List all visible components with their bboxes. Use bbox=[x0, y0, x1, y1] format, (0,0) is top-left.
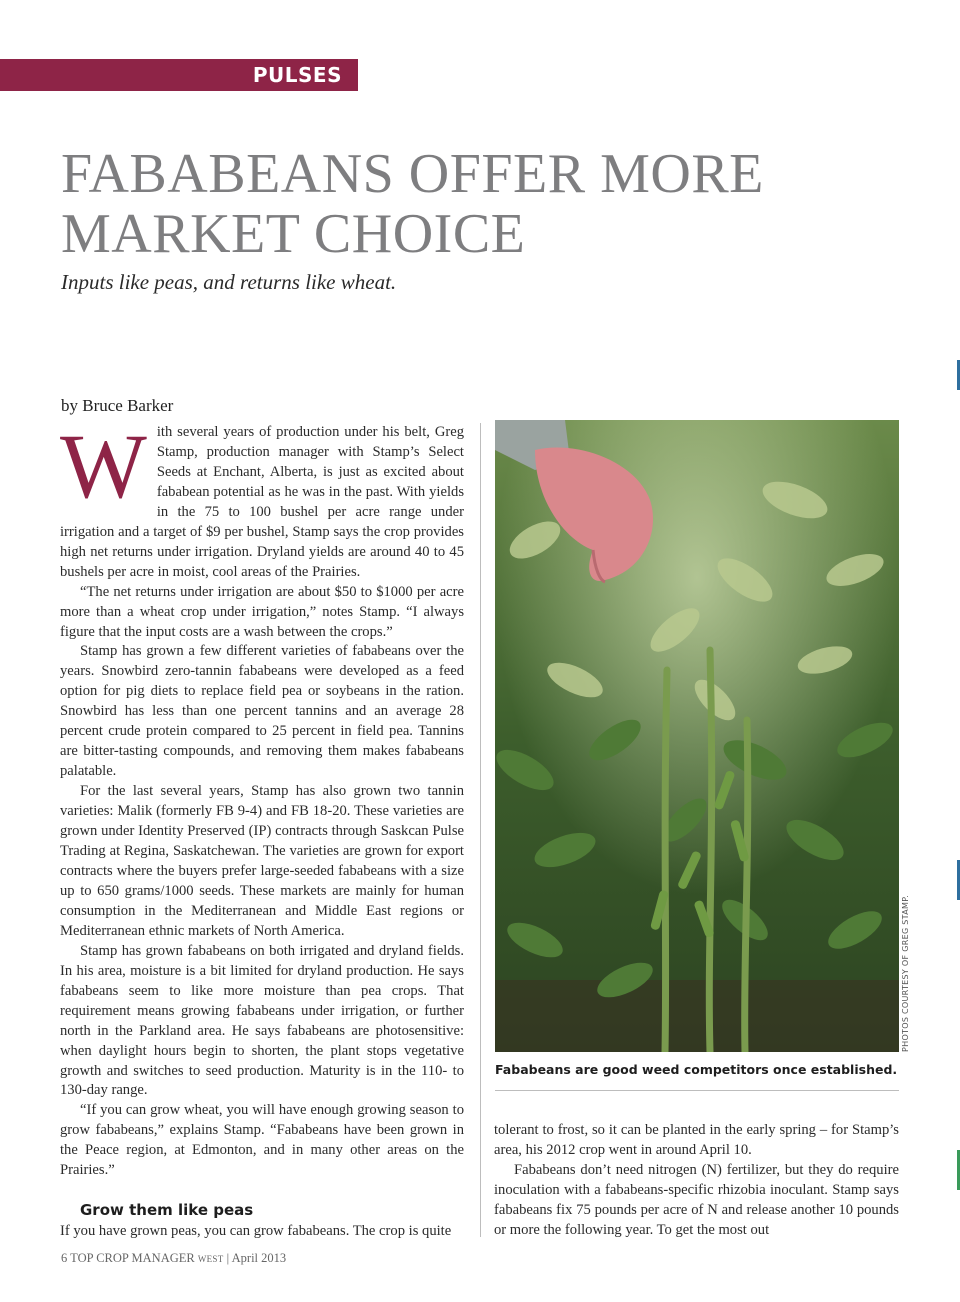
fababean-plant-illustration bbox=[495, 420, 899, 1052]
caption-divider bbox=[495, 1090, 899, 1091]
body-paragraph-7: If you have grown peas, you can grow fababeans. The crop is quite bbox=[60, 1223, 452, 1240]
body-paragraph-2: “The net returns under irrigation are about $50 to $1000 per acre more than a wheat crop under irrigation,” notes Stamp. “I always figure that the input costs are a wash between the crops.” bbox=[60, 583, 464, 640]
photo-caption: Fababeans are good weed competitors once established. bbox=[495, 1062, 898, 1077]
body-paragraph-3: Stamp has grown a few different varieties of fababeans over the years. Snowbird zero-tannin fababeans were developed as a feed option for pig diets to replace field pea or soybeans in the ration. Snowbird has less than one percent tannins and an average 28 percent crude protein compared to 25 percent in field pea. Tannins are bitter-tasting compounds, and removing them makes fababeans palatable. bbox=[60, 643, 464, 780]
right-column bbox=[494, 1121, 899, 1241]
footer-separator: | bbox=[226, 1251, 230, 1265]
magazine-edition: WEST bbox=[197, 1254, 224, 1264]
drop-cap: W bbox=[60, 415, 147, 517]
article-headline bbox=[61, 144, 861, 264]
body-paragraph-6: “If you can grow wheat, you will have enough growing season to grow fababeans,” explains Stamp. “Fababeans have been grown in the Peace region, at Edmonton, and in many other areas on the Prairies.” bbox=[60, 1102, 464, 1179]
column-divider bbox=[480, 423, 481, 1237]
page-number: 6 bbox=[61, 1251, 68, 1265]
magazine-name: TOP CROP MANAGER bbox=[70, 1251, 195, 1265]
section-label: PULSES bbox=[0, 59, 358, 91]
article-subhead: Inputs like peas, and returns like wheat. bbox=[61, 270, 397, 294]
page-footer bbox=[61, 1251, 286, 1266]
body-paragraph-4: For the last several years, Stamp has also grown two tannin varieties: Malik (formerly FB 9-4) and FB 18-20. These varieties are grown under Identity Preserved (IP) contracts through Saskcan Pulse Trading at Regina, Saskatchewan. The varieties are grown for export contracts where the buyers prefer large-seeded fababeans with a size up to 650 grams/1000 seeds. These markets are mainly for human consumption in the Mediterranean and Middle East regions or Mediterranean ethnic markets of North America. bbox=[60, 783, 464, 939]
body-paragraph-5: Stamp has grown fababeans on both irrigated and dryland fields. In his area, moisture is a bit limited for dryland production. He says fababeans seem to like more moisture than pea crops. That requirement means growing fababeans under irrigation, or further north in the Parkland area. He says fababeans are photosensitive: when daylight hours begin to shorten, the plant stops vegetative growth and switches to seed production. Maturity is in the 110- to 130-day range. bbox=[60, 942, 464, 1099]
left-column bbox=[60, 415, 464, 1242]
right-paragraph-1: tolerant to frost, so it can be planted in the early spring – for Stamp’s area, his 2012 crop went in around April 10. bbox=[494, 1122, 899, 1158]
body-paragraph-1 bbox=[60, 415, 464, 583]
byline: by Bruce Barker bbox=[61, 396, 174, 415]
headline-line-1: FABABEANS OFFER MORE bbox=[61, 143, 764, 205]
fababean-plant-photo bbox=[495, 420, 899, 1052]
section-heading: Grow them like peas bbox=[80, 1201, 254, 1220]
issue-date: April 2013 bbox=[231, 1251, 287, 1265]
headline-line-2: MARKET CHOICE bbox=[61, 203, 526, 265]
paragraph-1-text: ith several years of production under his belt, Greg Stamp, production manager with Stamp’s Select Seeds at Enchant, Alberta, is just as excited about fababean potential as he was in the past. With yields in the 75 to 100 bushel per acre range under irrigation and a target of $9 per bushel, Stamp says the crop provides high net returns under irrigation. Dryland yields are around 40 to 45 bushels per acre in moist, cool areas of the Prairies. bbox=[60, 424, 464, 580]
right-paragraph-2: Fababeans don’t need nitrogen (N) fertilizer, but they do require inoculation with a fababeans-specific rhizobia inoculant. Stamp says fababeans fix 75 pounds per acre of N and release another 10 pounds or more the following year. To get the most out bbox=[494, 1161, 899, 1238]
photo-credit: PHOTOS COURTESY OF GREG STAMP. bbox=[901, 895, 910, 1052]
